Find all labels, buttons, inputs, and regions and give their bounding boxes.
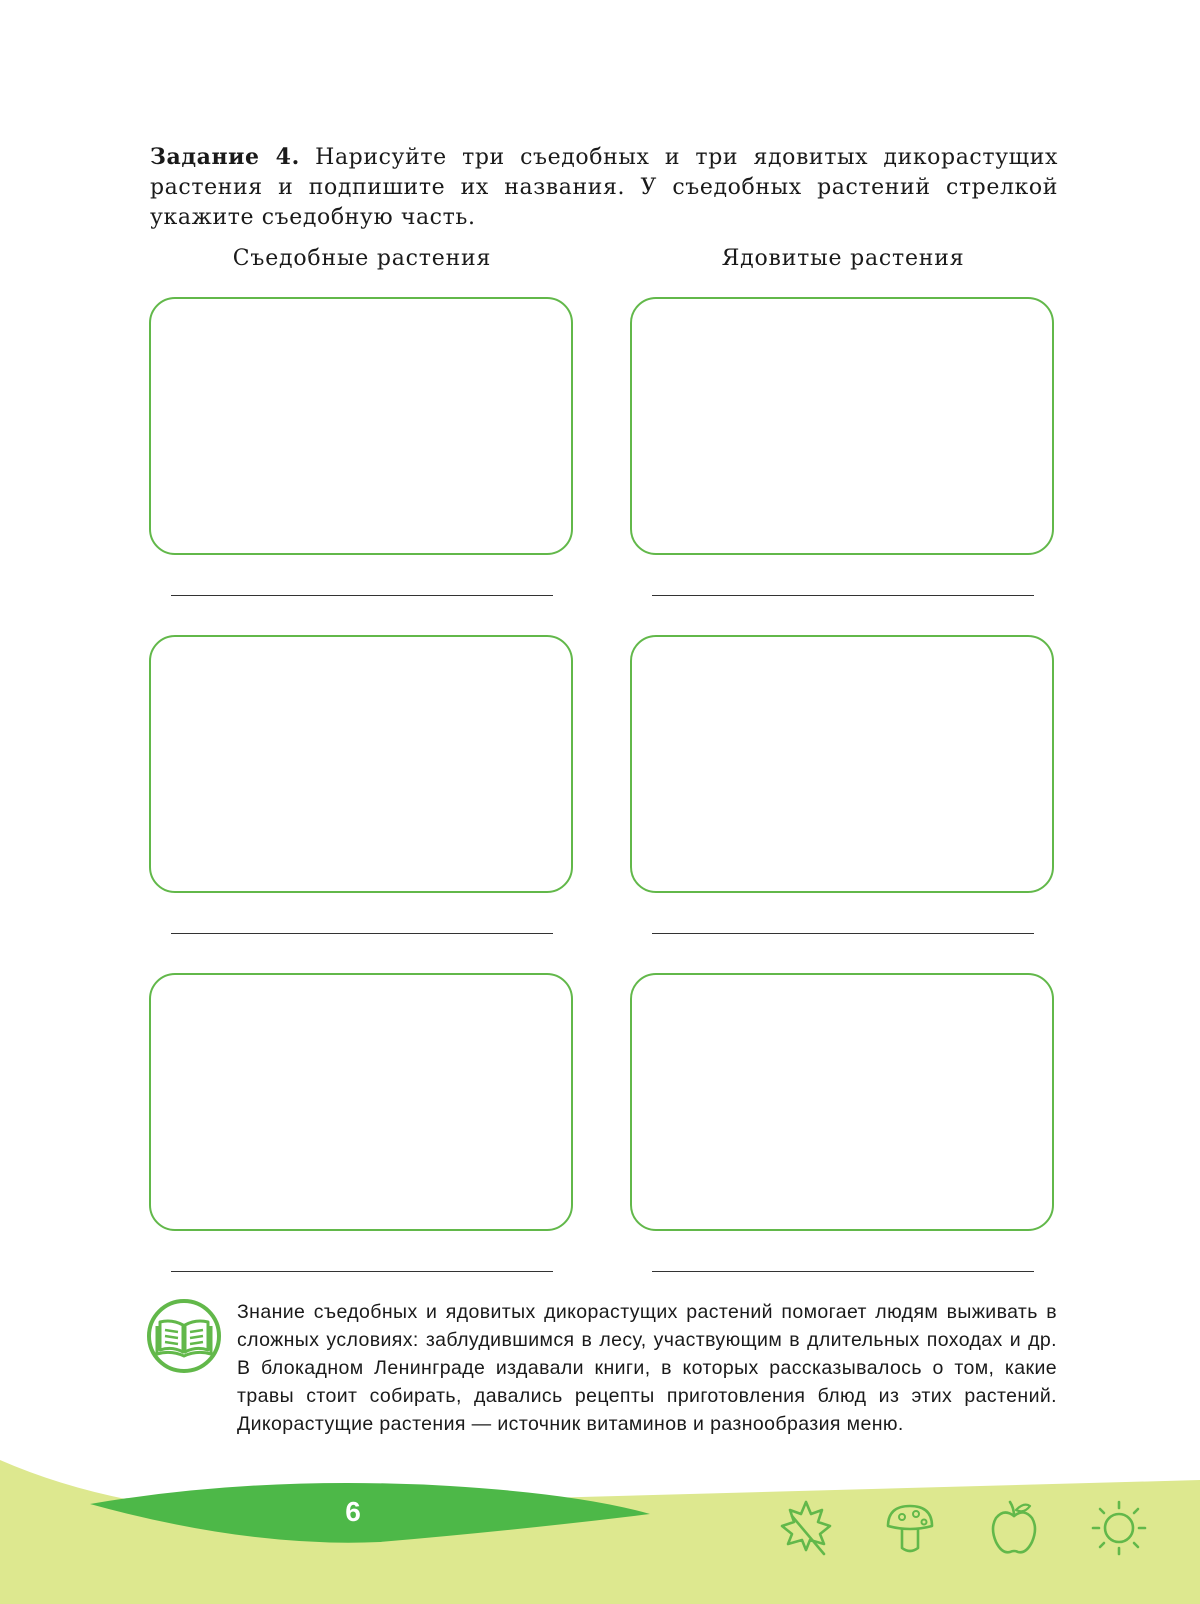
- edible-name-line-1[interactable]: [171, 595, 553, 596]
- open-book-icon: [146, 1298, 222, 1374]
- mushroom-icon: [882, 1498, 938, 1558]
- poisonous-name-line-1[interactable]: [652, 595, 1034, 596]
- edible-drawing-box-1[interactable]: [149, 297, 573, 555]
- poisonous-name-line-3[interactable]: [652, 1271, 1034, 1272]
- sun-icon: [1090, 1498, 1148, 1558]
- poisonous-column-heading: Ядовитые растения: [721, 246, 965, 271]
- edible-name-line-2[interactable]: [171, 933, 553, 934]
- maple-leaf-icon: [778, 1498, 834, 1558]
- poisonous-drawing-box-3[interactable]: [630, 973, 1054, 1231]
- edible-column-heading: Съедобные растения: [232, 246, 492, 271]
- edible-drawing-box-2[interactable]: [149, 635, 573, 893]
- task-text: [150, 142, 1058, 233]
- apple-icon: [986, 1498, 1042, 1558]
- page-number: 6: [345, 1496, 361, 1527]
- info-text: Знание съедобных и ядовитых дикорастущих растений помогает людям выживать в сложных условиях: заблудившимся в лесу, участвующим в длительных походах и др. В блокадном Ленинграде издавали книги, в которых рассказывалось о том, какие травы стоит собирать, давались рецепты приготовления блюд из этих растений. Дикорастущие растения — источник витаминов и разнообразия меню.: [237, 1301, 1057, 1435]
- poisonous-drawing-box-2[interactable]: [630, 635, 1054, 893]
- edible-name-line-3[interactable]: [171, 1271, 553, 1272]
- task-label: Задание 4.: [150, 144, 300, 170]
- poisonous-drawing-box-1[interactable]: [630, 297, 1054, 555]
- task-instructions: Нарисуйте три съедобных и три ядовитых дикорастущих растения и подпишите их названия. У съедобных растений стрелкой укажите съедобную часть.: [150, 145, 1058, 230]
- poisonous-name-line-2[interactable]: [652, 933, 1034, 934]
- edible-drawing-box-3[interactable]: [149, 973, 573, 1231]
